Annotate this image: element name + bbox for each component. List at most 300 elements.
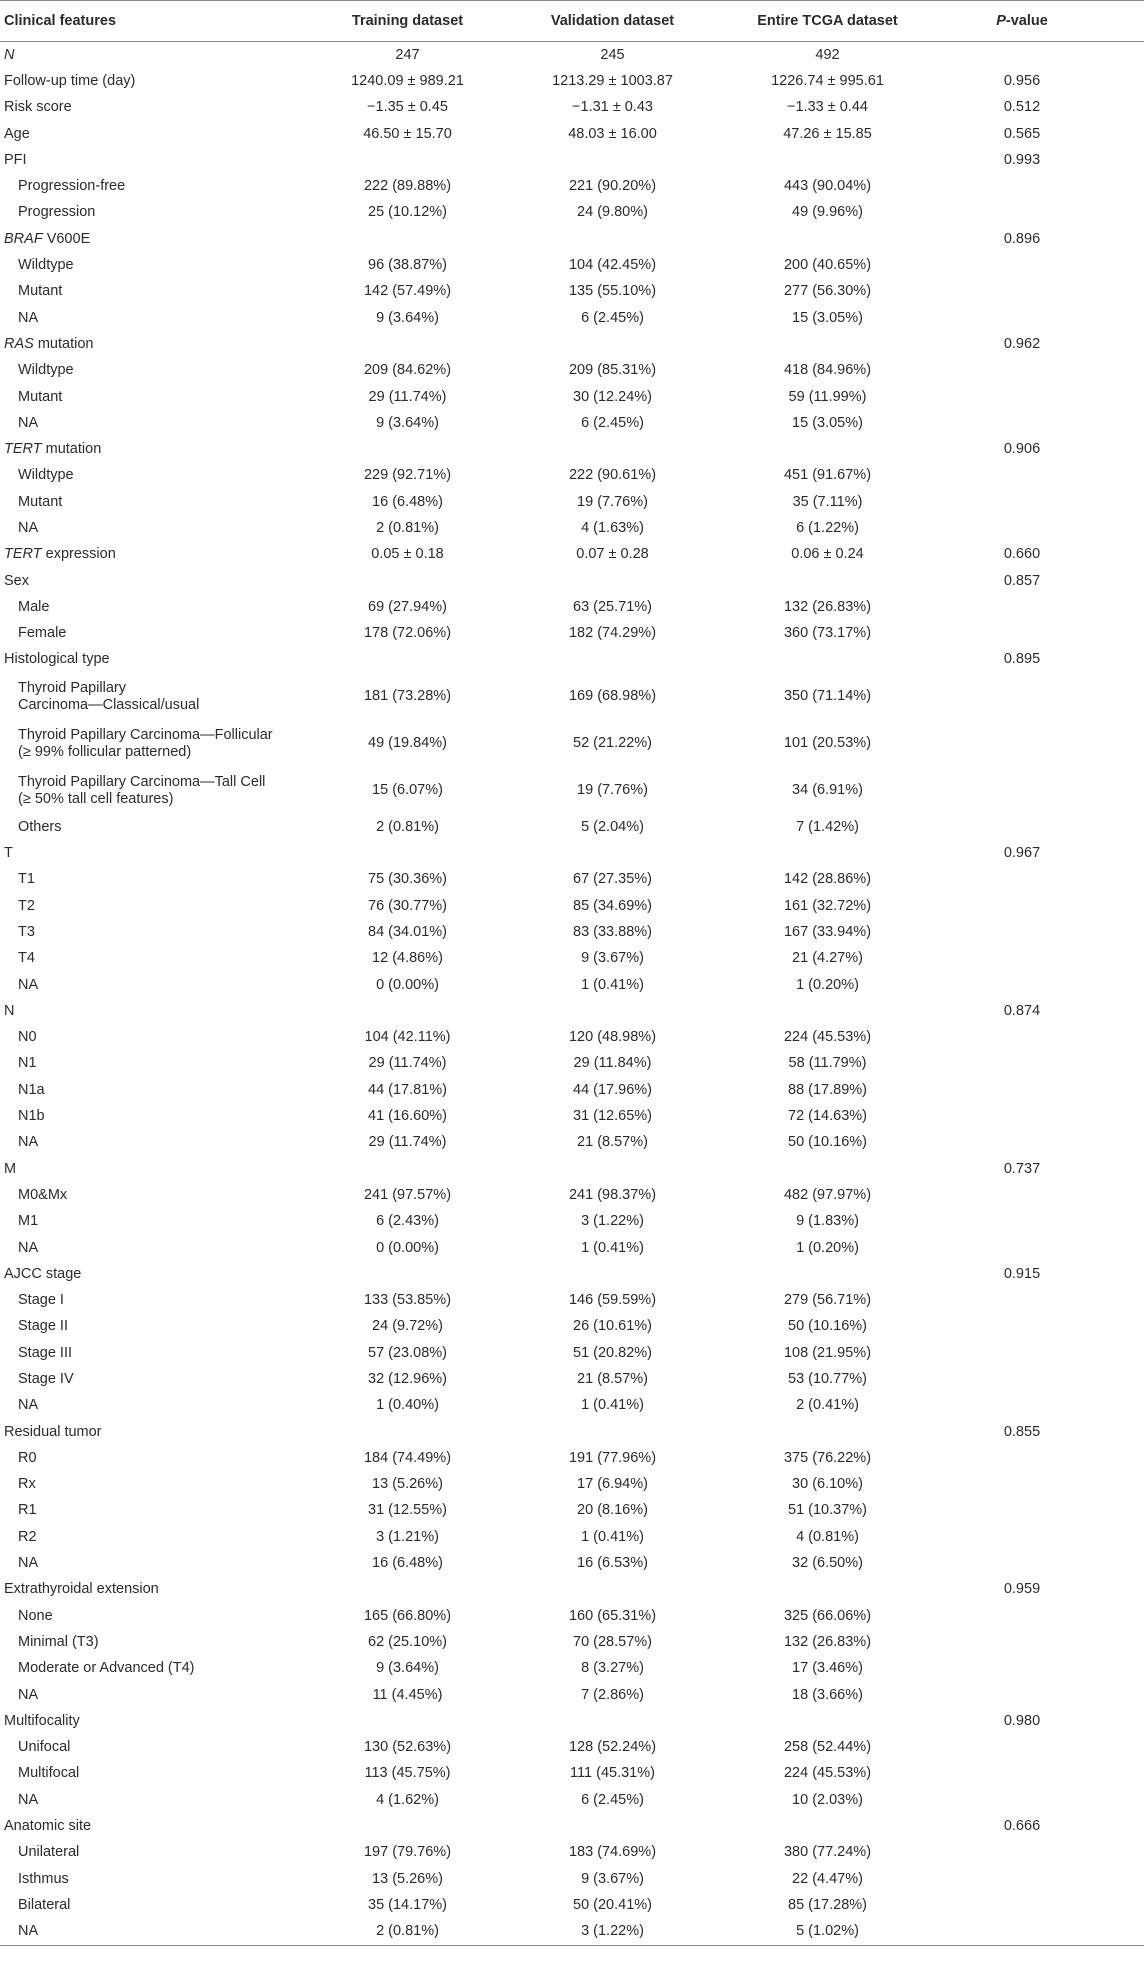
cell-p-value [940, 1472, 1144, 1498]
table-row-category [0, 568, 1144, 594]
cell-entire: 5 (1.02%) [715, 1919, 940, 1946]
row-label-text: Multifocal [18, 1765, 80, 1782]
cell-entire [715, 226, 940, 252]
row-label-text: NA [18, 1555, 39, 1572]
cell-validation: 20 (8.16%) [577, 1502, 648, 1519]
cell-training [305, 147, 510, 173]
cell-training: 6 (2.43%) [376, 1213, 439, 1230]
row-label [0, 1393, 305, 1419]
row-label [0, 1498, 305, 1524]
row-label [0, 1025, 305, 1051]
cell-validation: 191 (77.96%) [568, 1449, 657, 1466]
cell-entire: 350 (71.14%) [783, 688, 872, 705]
row-label-text: Isthmus [18, 1870, 69, 1887]
row-label-text: Anatomic site [4, 1818, 92, 1835]
table-row-subcategory [0, 673, 1144, 720]
cell-entire: 482 (97.97%) [783, 1186, 872, 1203]
cell-training [305, 1813, 510, 1839]
table-row-subcategory [0, 1603, 1144, 1629]
cell-training: 4 (1.62%) [376, 1791, 439, 1808]
row-label [0, 1419, 305, 1445]
row-label-text: NA [18, 309, 39, 326]
cell-validation: 183 (74.69%) [568, 1844, 657, 1861]
cell-p-value [940, 893, 1144, 919]
cell-training: 0 (0.00%) [376, 1239, 439, 1256]
row-label-text: Minimal (T3) [18, 1633, 99, 1650]
cell-validation: 4 (1.63%) [581, 519, 644, 536]
cell-entire: 15 (3.05%) [792, 309, 863, 326]
table-row-subcategory [0, 1340, 1144, 1366]
cell-validation: 67 (27.35%) [573, 871, 652, 888]
row-label [0, 972, 305, 998]
table-row-category [0, 1156, 1144, 1182]
row-label-text: Wildtype [18, 257, 74, 274]
row-label-text: Unilateral [18, 1844, 80, 1861]
cell-p-value [940, 252, 1144, 278]
row-label-text: Mutant [18, 388, 63, 405]
table-row-subcategory [0, 1051, 1144, 1077]
cell-entire: 2 (0.41%) [796, 1397, 859, 1414]
row-label [0, 1735, 305, 1761]
cell-p-value [940, 1209, 1144, 1235]
cell-training: 197 (79.76%) [363, 1844, 452, 1861]
row-label-text: R0 [18, 1449, 37, 1466]
row-label-rest: V600E [42, 230, 91, 247]
cell-entire: 492 [815, 46, 840, 63]
cell-validation: 9 (3.67%) [581, 1870, 644, 1887]
cell-training: 1240.09 ± 989.21 [351, 72, 464, 89]
table-row-subcategory [0, 1209, 1144, 1235]
cell-training [305, 436, 510, 462]
cell-entire: 161 (32.72%) [783, 897, 872, 914]
cell-training: 11 (4.45%) [372, 1686, 443, 1703]
row-label-text: Female [18, 625, 67, 642]
row-label [0, 226, 305, 252]
cell-p-value [940, 1866, 1144, 1892]
header-p-value [940, 1, 1144, 42]
row-label [0, 1472, 305, 1498]
header-clinical-features: Clinical features [0, 1, 305, 42]
row-label [0, 1708, 305, 1734]
row-label-text: Stage II [18, 1318, 68, 1335]
table-row-subcategory [0, 1629, 1144, 1655]
cell-training: 16 (6.48%) [372, 493, 443, 510]
cell-p-value: 0.660 [1003, 546, 1041, 563]
cell-entire: 50 (10.16%) [788, 1318, 867, 1335]
cell-validation [510, 1261, 715, 1287]
row-label-text: Mutant [18, 283, 63, 300]
header-row [0, 1, 1144, 42]
cell-entire: 132 (26.83%) [783, 598, 872, 615]
cell-validation [510, 1813, 715, 1839]
cell-training: 229 (92.71%) [363, 467, 452, 484]
cell-entire: 49 (9.96%) [792, 204, 863, 221]
cell-validation [510, 226, 715, 252]
cell-entire: 279 (56.71%) [783, 1292, 872, 1309]
cell-entire: 108 (21.95%) [783, 1344, 872, 1361]
cell-entire: 258 (52.44%) [783, 1739, 872, 1756]
cell-validation: 128 (52.24%) [568, 1739, 657, 1756]
cell-p-value: 0.962 [1003, 335, 1041, 352]
cell-entire: 224 (45.53%) [783, 1765, 872, 1782]
table-row-subcategory [0, 720, 1144, 767]
cell-training [305, 568, 510, 594]
table-row-subcategory [0, 384, 1144, 410]
row-label-text: Bilateral [18, 1896, 71, 1913]
row-label [0, 1445, 305, 1471]
cell-entire [715, 1577, 940, 1603]
cell-training: 113 (45.75%) [364, 1765, 451, 1782]
row-label-text: Thyroid Papillary [18, 679, 126, 696]
row-label-text: Residual tumor [4, 1423, 102, 1440]
row-label [0, 1235, 305, 1261]
cell-training: 130 (52.63%) [363, 1739, 452, 1756]
row-label-text: Follow-up time (day) [4, 72, 136, 89]
cell-training: 104 (42.11%) [364, 1029, 451, 1046]
table-row-category [0, 647, 1144, 673]
table-row-subcategory [0, 358, 1144, 384]
cell-entire: 1226.74 ± 995.61 [771, 72, 884, 89]
cell-validation: 1 (0.41%) [581, 976, 644, 993]
cell-training: 44 (17.81%) [368, 1081, 447, 1098]
table-row-subcategory [0, 1472, 1144, 1498]
cell-training [305, 647, 510, 673]
table-row-subcategory [0, 1103, 1144, 1129]
row-label [0, 384, 305, 410]
cell-p-value [940, 919, 1144, 945]
row-label [0, 767, 305, 814]
row-label-text: Wildtype [18, 467, 74, 484]
cell-p-value [940, 1603, 1144, 1629]
cell-training: 13 (5.26%) [372, 1870, 443, 1887]
cell-p-value [940, 279, 1144, 305]
row-label [0, 305, 305, 331]
table-row-subcategory [0, 1498, 1144, 1524]
row-label [0, 252, 305, 278]
row-label-text: R1 [18, 1502, 37, 1519]
cell-entire: 4 (0.81%) [796, 1528, 859, 1545]
cell-training: 29 (11.74%) [368, 388, 447, 405]
table-row-subcategory [0, 867, 1144, 893]
table-row-category [0, 226, 1144, 252]
table-row-category [0, 1813, 1144, 1839]
row-label [0, 331, 305, 357]
cell-training [305, 840, 510, 866]
table-row-subcategory [0, 1682, 1144, 1708]
cell-p-value [940, 972, 1144, 998]
table-row-subcategory [0, 1314, 1144, 1340]
cell-entire: 21 (4.27%) [792, 950, 863, 967]
cell-p-value [940, 767, 1144, 814]
cell-training: 24 (9.72%) [372, 1318, 443, 1335]
cell-entire: 132 (26.83%) [783, 1633, 872, 1650]
row-label [0, 68, 305, 94]
cell-validation: 19 (7.76%) [577, 782, 648, 799]
row-label-text: NA [18, 976, 39, 993]
cell-p-value [940, 305, 1144, 331]
cell-p-value [940, 410, 1144, 436]
row-label-text: N [4, 1002, 15, 1019]
cell-p-value: 0.959 [1003, 1581, 1041, 1598]
cell-entire: 58 (11.79%) [788, 1055, 867, 1072]
cell-training: 13 (5.26%) [372, 1476, 443, 1493]
cell-p-value: 0.993 [1003, 151, 1041, 168]
cell-validation: 7 (2.86%) [581, 1686, 644, 1703]
cell-training: 142 (57.49%) [363, 283, 452, 300]
row-label-text: Extrathyroidal extension [4, 1581, 159, 1598]
cell-p-value [940, 489, 1144, 515]
table-row-category [0, 1708, 1144, 1734]
table-row-subcategory [0, 1077, 1144, 1103]
cell-entire: 72 (14.63%) [788, 1108, 867, 1125]
table-row-subcategory [0, 1287, 1144, 1313]
row-label-italic: TERT [4, 546, 42, 563]
cell-entire [715, 998, 940, 1024]
cell-validation: 135 (55.10%) [568, 283, 657, 300]
cell-validation: 19 (7.76%) [577, 493, 648, 510]
row-label [0, 410, 305, 436]
cell-validation: 221 (90.20%) [568, 178, 657, 195]
table-row-subcategory [0, 410, 1144, 436]
cell-entire: 7 (1.42%) [796, 818, 859, 835]
cell-training [305, 1261, 510, 1287]
cell-entire: 224 (45.53%) [783, 1029, 872, 1046]
cell-entire [715, 1708, 940, 1734]
cell-p-value [940, 1682, 1144, 1708]
row-label [0, 1787, 305, 1813]
row-label-text: Wildtype [18, 362, 74, 379]
cell-p-value: 0.956 [1003, 72, 1041, 89]
cell-training: 0 (0.00%) [376, 976, 439, 993]
cell-p-value: 0.896 [1003, 230, 1041, 247]
cell-p-value: 0.857 [1003, 572, 1041, 589]
row-label-text: Rx [18, 1476, 36, 1493]
row-label [0, 1209, 305, 1235]
row-label [0, 1866, 305, 1892]
cell-validation [510, 1156, 715, 1182]
row-label-text: Moderate or Advanced (T4) [18, 1660, 195, 1677]
cell-p-value [940, 1761, 1144, 1787]
row-label [0, 1524, 305, 1550]
cell-training: 181 (73.28%) [363, 688, 452, 705]
cell-entire: 85 (17.28%) [788, 1896, 867, 1913]
row-label-text: Unifocal [18, 1739, 71, 1756]
row-label-text: Stage I [18, 1292, 64, 1309]
row-label-text: AJCC stage [4, 1265, 82, 1282]
row-label [0, 946, 305, 972]
cell-validation: 63 (25.71%) [573, 598, 652, 615]
row-label [0, 1840, 305, 1866]
cell-training: 25 (10.12%) [368, 204, 447, 221]
cell-entire: 15 (3.05%) [792, 414, 863, 431]
cell-validation: 3 (1.22%) [510, 1919, 715, 1946]
table-row-category [0, 42, 1144, 69]
cell-validation: 83 (33.88%) [573, 923, 652, 940]
cell-p-value: 0.512 [1003, 99, 1041, 116]
cell-training [305, 1708, 510, 1734]
table-row-subcategory [0, 173, 1144, 199]
cell-training: 3 (1.21%) [376, 1528, 439, 1545]
row-label-text: M [4, 1160, 17, 1177]
table-row-subcategory [0, 305, 1144, 331]
row-label [0, 919, 305, 945]
cell-p-value [940, 1550, 1144, 1576]
row-label-text: N1b [18, 1108, 45, 1125]
row-label-rest: mutation [41, 441, 102, 458]
table-row-category [0, 436, 1144, 462]
cell-p-value [940, 1077, 1144, 1103]
table-row-subcategory [0, 1761, 1144, 1787]
cell-validation: 146 (59.59%) [568, 1292, 657, 1309]
cell-entire: 101 (20.53%) [783, 735, 872, 752]
cell-training: 29 (11.74%) [368, 1134, 447, 1151]
cell-validation [510, 998, 715, 1024]
cell-validation: 52 (21.22%) [573, 735, 652, 752]
row-label-line2: (≥ 50% tall cell features) [18, 790, 174, 807]
cell-entire: 53 (10.77%) [788, 1371, 867, 1387]
cell-training: 12 (4.86%) [372, 950, 443, 967]
row-label-text: NA [18, 414, 39, 431]
row-label [0, 95, 305, 121]
cell-p-value: 0.895 [1003, 651, 1041, 668]
cell-entire [715, 1261, 940, 1287]
cell-validation: 44 (17.96%) [573, 1081, 652, 1098]
row-label-text: NA [18, 1397, 39, 1414]
cell-training: 76 (30.77%) [368, 897, 447, 914]
cell-training: 96 (38.87%) [368, 257, 447, 274]
header-validation-dataset: Validation dataset [510, 1, 715, 42]
row-label-text: Age [4, 125, 30, 142]
cell-p-value [940, 594, 1144, 620]
cell-p-value [940, 1840, 1144, 1866]
row-label [0, 1077, 305, 1103]
cell-training [305, 1577, 510, 1603]
cell-p-value [940, 463, 1144, 489]
header-training-dataset: Training dataset [305, 1, 510, 42]
cell-p-value [940, 1393, 1144, 1419]
cell-validation: 241 (98.37%) [568, 1186, 657, 1203]
cell-training: 247 [395, 46, 420, 63]
cell-p-value [940, 42, 1144, 69]
row-label [0, 673, 305, 720]
row-label-text: NA [18, 1791, 39, 1808]
cell-validation: 104 (42.45%) [568, 257, 657, 274]
cell-training: 84 (34.01%) [368, 923, 447, 940]
cell-p-value: 0.967 [1003, 845, 1041, 862]
cell-entire: 22 (4.47%) [792, 1870, 863, 1887]
table-row-subcategory [0, 621, 1144, 647]
row-label [0, 720, 305, 767]
table-row-subcategory [0, 463, 1144, 489]
cell-p-value: 0.874 [1003, 1002, 1041, 1019]
row-label [0, 489, 305, 515]
table-row-subcategory [0, 594, 1144, 620]
cell-validation: 51 (20.82%) [573, 1344, 652, 1361]
row-label-text: Progression-free [18, 178, 126, 195]
cell-validation: 26 (10.61%) [573, 1318, 652, 1335]
cell-p-value [940, 1025, 1144, 1051]
row-label [0, 1892, 305, 1918]
row-label [0, 1550, 305, 1576]
cell-validation: 1213.29 ± 1003.87 [552, 72, 673, 89]
cell-entire [715, 436, 940, 462]
row-label [0, 998, 305, 1024]
cell-training: 2 (0.81%) [376, 818, 439, 835]
cell-training [305, 1156, 510, 1182]
cell-training [305, 226, 510, 252]
row-label-text: Stage III [18, 1344, 73, 1361]
cell-p-value [940, 814, 1144, 840]
table-row-subcategory [0, 489, 1144, 515]
cell-training: 31 (12.55%) [368, 1502, 447, 1519]
row-label [0, 1340, 305, 1366]
cell-p-value [940, 1656, 1144, 1682]
table-row-subcategory [0, 972, 1144, 998]
cell-p-value [940, 1892, 1144, 1918]
cell-validation: 17 (6.94%) [577, 1476, 648, 1493]
row-label-text: T [4, 845, 13, 862]
cell-p-value [940, 673, 1144, 720]
cell-validation [510, 1577, 715, 1603]
header-p-italic: P [996, 13, 1006, 29]
row-label [0, 279, 305, 305]
row-label-text: None [18, 1607, 53, 1624]
cell-entire [715, 568, 940, 594]
table-row-subcategory [0, 1656, 1144, 1682]
cell-training: 16 (6.48%) [372, 1555, 443, 1572]
cell-p-value [940, 1629, 1144, 1655]
cell-entire: 35 (7.11%) [792, 493, 863, 510]
table-row-subcategory [0, 1919, 1144, 1946]
cell-entire: 18 (3.66%) [792, 1686, 863, 1703]
row-label [0, 594, 305, 620]
table-row-category [0, 1577, 1144, 1603]
row-label-text: Sex [4, 572, 29, 589]
cell-training: 29 (11.74%) [368, 1055, 447, 1072]
row-label-text: NA [18, 1239, 39, 1256]
table-row-subcategory [0, 1524, 1144, 1550]
cell-entire: 325 (66.06%) [783, 1607, 872, 1624]
table-row-subcategory [0, 1787, 1144, 1813]
cell-training: 2 (0.81%) [305, 1919, 510, 1946]
cell-entire: −1.33 ± 0.44 [787, 99, 868, 116]
cell-entire: 10 (2.03%) [792, 1791, 863, 1808]
row-label-text: Multifocality [4, 1712, 80, 1729]
cell-p-value: 0.915 [1003, 1265, 1041, 1282]
cell-entire: 88 (17.89%) [788, 1081, 867, 1098]
cell-training: 46.50 ± 15.70 [363, 125, 452, 142]
cell-validation [510, 331, 715, 357]
row-label [0, 121, 305, 147]
cell-entire: 451 (91.67%) [783, 467, 872, 484]
cell-p-value: 0.737 [1003, 1160, 1041, 1177]
row-label-rest: mutation [33, 335, 94, 352]
table-row-subcategory [0, 1445, 1144, 1471]
cell-validation: 1 (0.41%) [581, 1239, 644, 1256]
cell-training: 9 (3.64%) [376, 414, 439, 431]
table-row-subcategory [0, 919, 1144, 945]
table-row-subcategory [0, 1393, 1144, 1419]
row-label-text: Risk score [4, 99, 72, 116]
cell-entire: 9 (1.83%) [796, 1213, 859, 1230]
cell-p-value [940, 384, 1144, 410]
cell-validation: 6 (2.45%) [581, 1791, 644, 1808]
row-label [0, 147, 305, 173]
row-label-text: Thyroid Papillary Carcinoma—Tall Cell [18, 773, 266, 790]
row-label [0, 814, 305, 840]
cell-p-value: 0.855 [1003, 1423, 1041, 1440]
row-label-text: N0 [18, 1029, 37, 1046]
